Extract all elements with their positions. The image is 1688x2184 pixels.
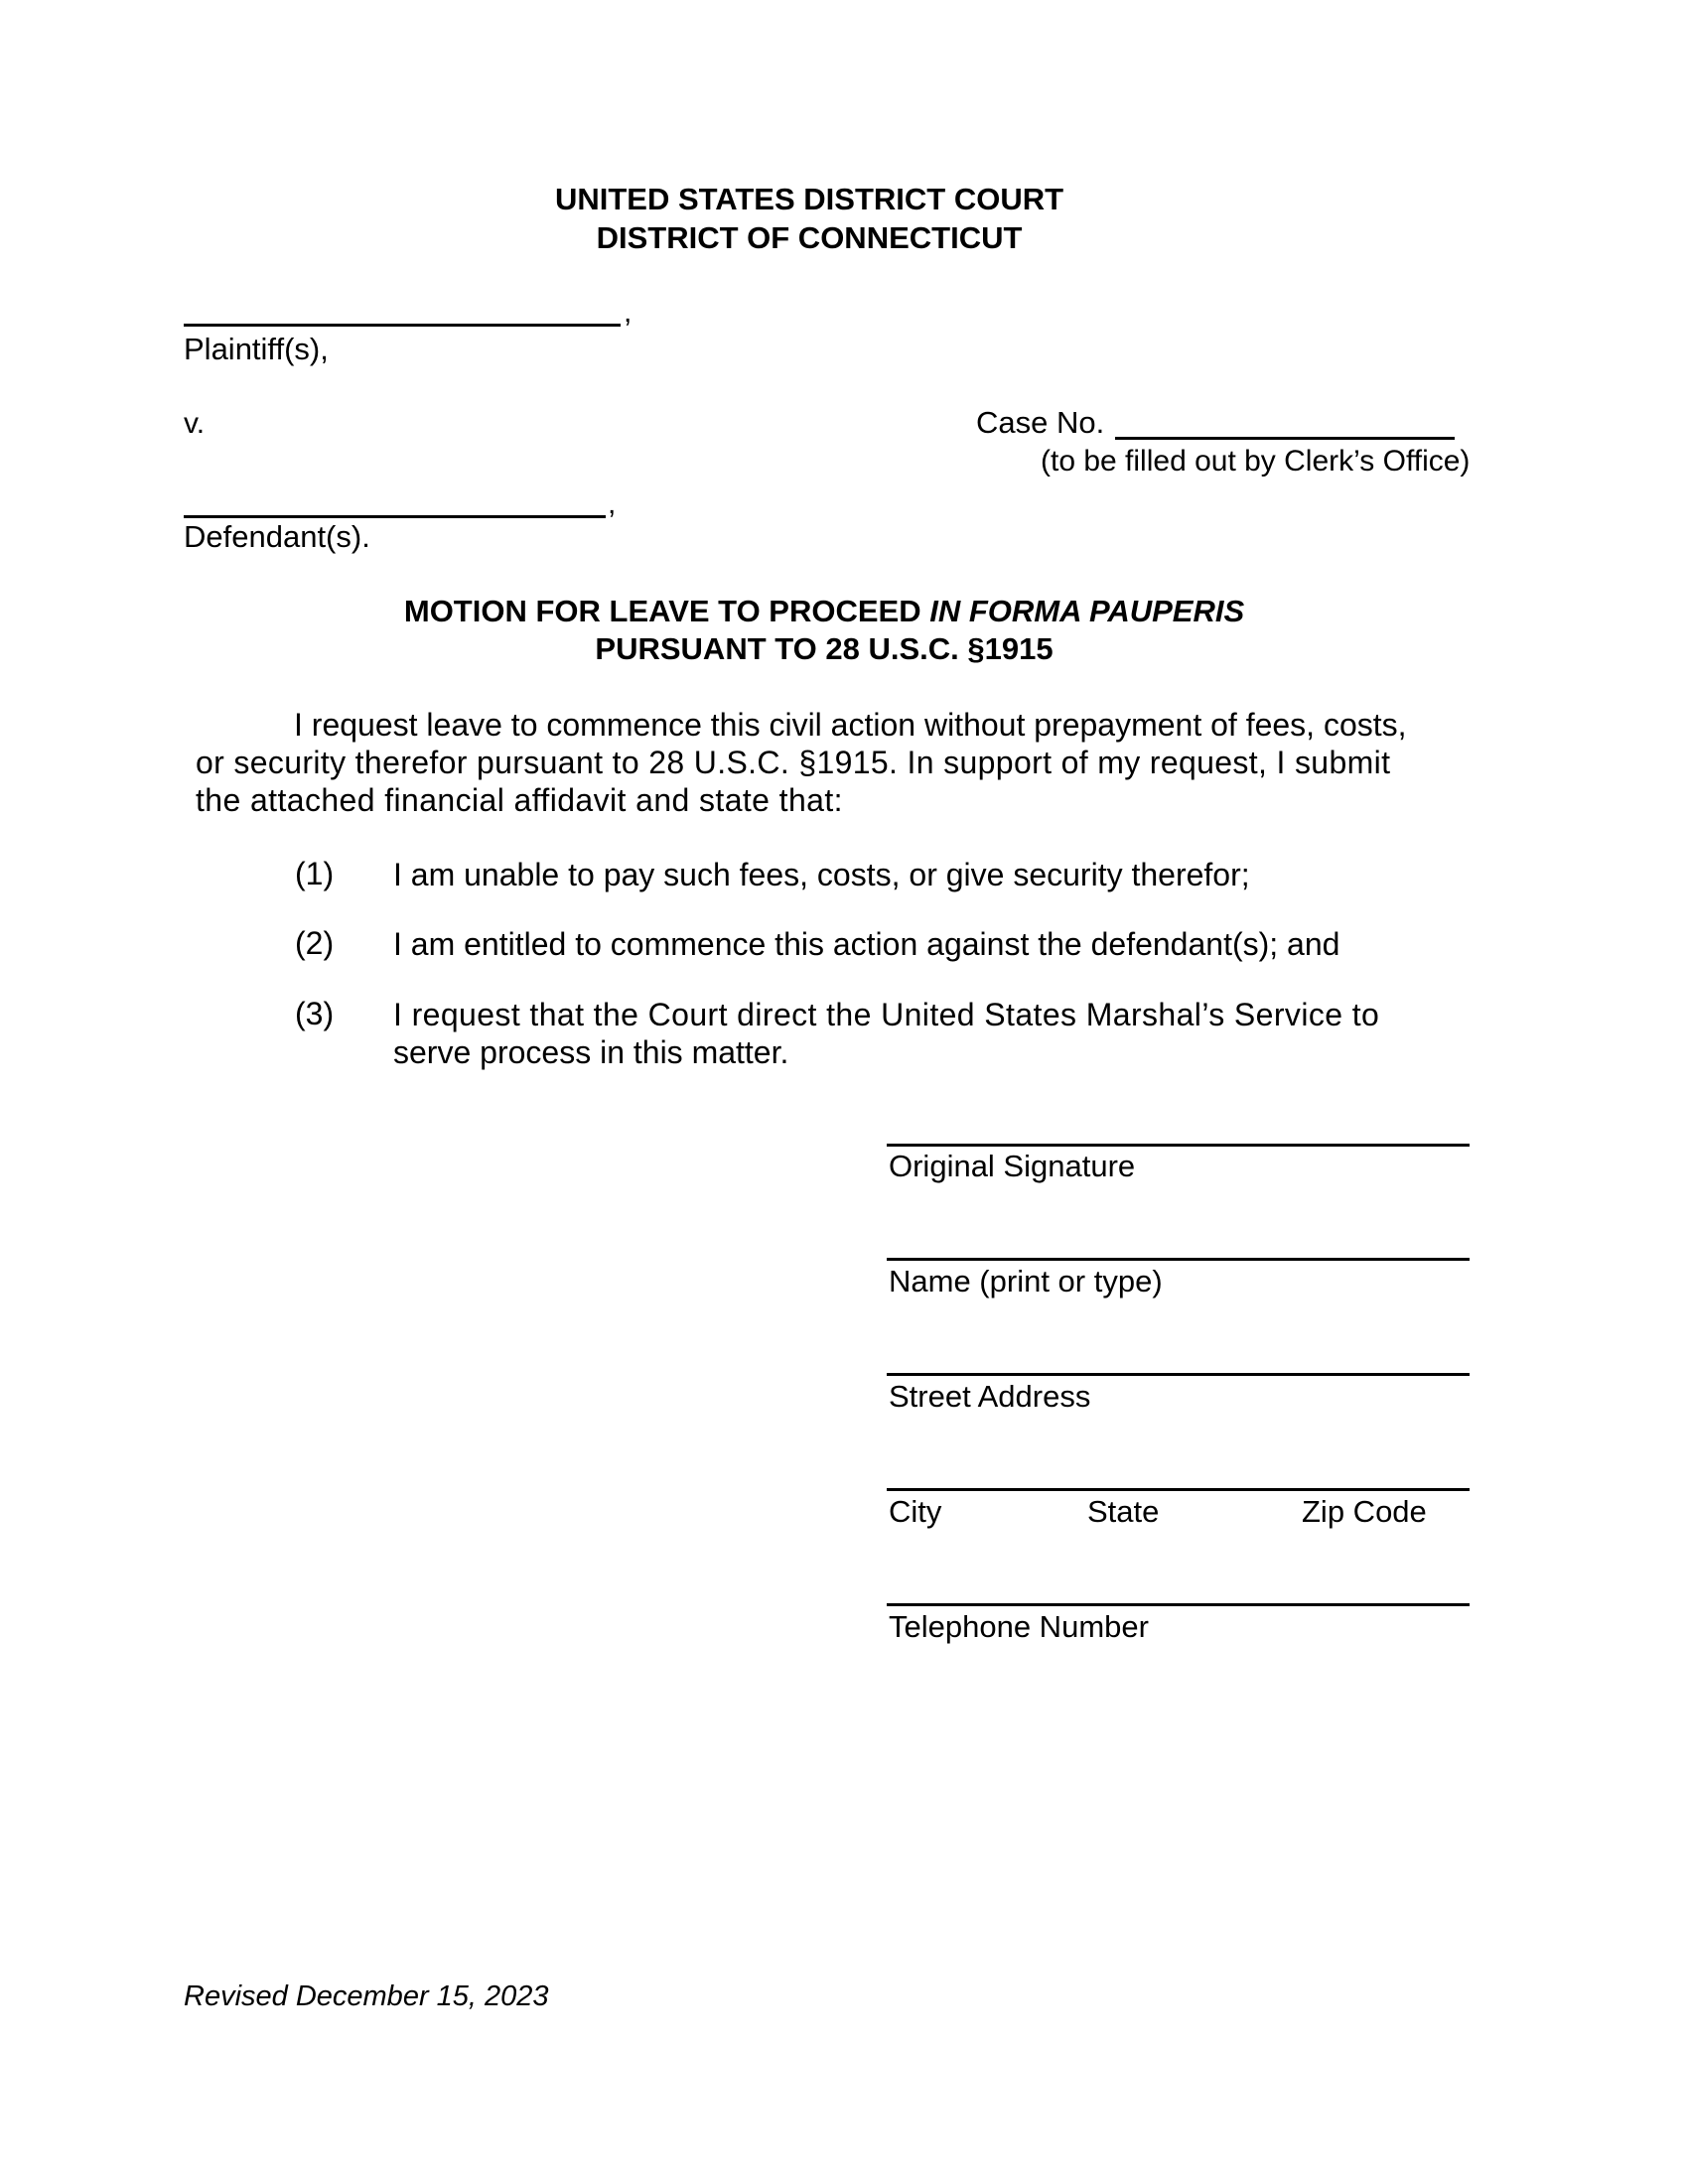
intro-line-2: or security therefor pursuant to 28 U.S.C. §1915. In support of my request, I submit	[196, 745, 1391, 780]
defendant-name-line[interactable]	[184, 515, 606, 518]
plaintiff-label: Plaintiff(s),	[184, 332, 329, 366]
street-address-label: Street Address	[889, 1379, 1091, 1414]
motion-title-italic: IN FORMA PAUPERIS	[929, 594, 1245, 628]
plaintiff-comma: ,	[624, 296, 633, 329]
plaintiff-name-line[interactable]	[184, 324, 621, 327]
item-number: (1)	[295, 856, 335, 891]
street-address-line[interactable]	[887, 1373, 1470, 1376]
revision-date: Revised December 15, 2023	[184, 1980, 549, 2012]
case-no-note: (to be filled out by Clerk’s Office)	[1041, 445, 1471, 478]
city-label: City	[889, 1494, 942, 1529]
telephone-label: Telephone Number	[889, 1609, 1149, 1644]
item-text-continued: serve process in this matter.	[393, 1034, 789, 1070]
motion-title	[0, 592, 1648, 631]
name-line[interactable]	[887, 1258, 1470, 1261]
intro-line-1: I request leave to commence this civil action without prepayment of fees, costs,	[294, 707, 1407, 743]
intro-line-3: the attached financial affidavit and state that:	[196, 782, 843, 818]
versus-label: v.	[184, 407, 206, 440]
defendant-comma: ,	[608, 487, 617, 520]
motion-subtitle: PURSUANT TO 28 U.S.C. §1915	[595, 631, 1054, 666]
item-text: I am unable to pay such fees, costs, or give security therefor;	[393, 857, 1250, 892]
item-text: I am entitled to commence this action against the defendant(s); and	[393, 926, 1340, 962]
item-text: I request that the Court direct the United States Marshal’s Service to	[393, 997, 1380, 1032]
telephone-line[interactable]	[887, 1603, 1470, 1606]
case-no-line[interactable]	[1115, 437, 1455, 440]
signature-line[interactable]	[887, 1144, 1470, 1147]
state-label: State	[1087, 1494, 1160, 1529]
court-name: UNITED STATES DISTRICT COURT	[554, 182, 1064, 216]
zip-code-label: Zip Code	[1302, 1494, 1427, 1529]
name-label: Name (print or type)	[889, 1264, 1163, 1298]
city-state-zip-line[interactable]	[887, 1488, 1470, 1491]
defendant-label: Defendant(s).	[184, 519, 370, 554]
motion-title-prefix: MOTION FOR LEAVE TO PROCEED	[403, 594, 930, 628]
signature-label: Original Signature	[889, 1149, 1136, 1183]
item-number: (2)	[295, 925, 335, 961]
court-district: DISTRICT OF CONNECTICUT	[596, 220, 1023, 255]
case-no-label: Case No.	[976, 405, 1105, 440]
item-number: (3)	[295, 996, 335, 1031]
